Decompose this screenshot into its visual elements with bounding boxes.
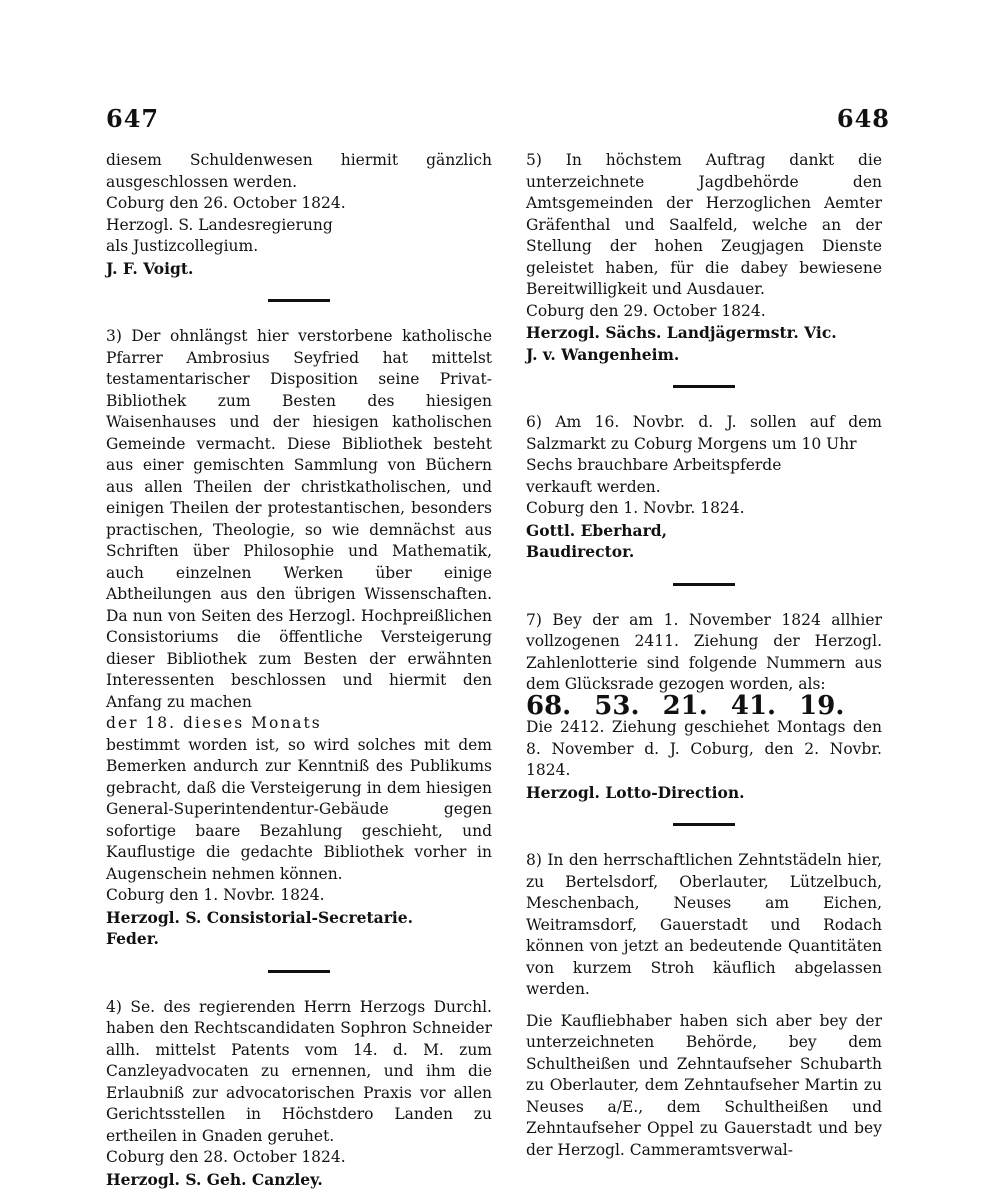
page-number-right: 648 [836, 104, 890, 133]
continuation-authority-line1: Herzogl. S. Landesregierung [106, 215, 333, 234]
item3-signature: Feder. [106, 929, 159, 948]
item6-highlight: Sechs brauchbare Arbeitspferde [526, 456, 782, 474]
continuation-authority-line2: als Justizcollegium. [106, 237, 259, 255]
item7-text: 7) Bey der am 1. November 1824 allhier vollzogenen 2411. Ziehung der Herzogl. Zahlenlotterie sind folgende Nummern aus dem Glücksrade gezogen worden, als: [526, 610, 882, 693]
item5-date: Coburg den 29. October 1824. [526, 301, 766, 320]
item4-text: 4) Se. des regierenden Herrn Herzogs Durchl. haben den Rechtscandidaten Sophron Schneider allh. mittelst Patents vom 14. d. M. zum Canzleyadvocaten zu ernennen, und ihm die Erlaubniß zur advocatorischen Praxis vor allen Gerichtsstellen in Höchstdero Landen zu ertheilen in Gnaden geruhet. [106, 997, 492, 1145]
item3-highlight: der 18. dieses Monats [106, 714, 322, 732]
item8-text: 8) In den herrschaftlichen Zehntstädeln hier, zu Bertelsdorf, Oberlauter, Lützelbuch, Meschenbach, Neuses am Eichen, Weitramsdorf, Gauerstadt und Rodach können von jetzt an bedeutende Quantitäten von kurzem Stroh käuflich abgelassen werden. [526, 851, 882, 998]
left-column [106, 150, 492, 1190]
continuation-date: Coburg den 26. October 1824. [106, 194, 346, 212]
item6-date: Coburg den 1. Novbr. 1824. [526, 499, 745, 517]
separator-rule [268, 970, 330, 973]
item5-authority: Herzogl. Sächs. Landjägermstr. Vic. [526, 323, 837, 342]
separator-rule [673, 385, 735, 388]
item6-text: 6) Am 16. Novbr. d. J. sollen auf dem Salzmarkt zu Coburg Morgens um 10 Uhr [526, 413, 882, 453]
separator-rule [673, 583, 735, 586]
separator-rule [673, 823, 735, 826]
item3-text: 3) Der ohnlängst hier verstorbene katholische Pfarrer Ambrosius Seyfried hat mittelst testamentarischer Disposition seine Privat-Bibliothek zum Besten des hiesigen Waisenhauses und der hiesigen katholischen Gemeinde vermacht. Diese Bibliothek besteht aus einer gemischten Sammlung von Büchern aus allen Theilen der christkatholischen, und einigen Theilen der protestantischen, besonders practischen, Theologie, so wie demnächst aus Schriften über Philosophie und Mathematik, auch einzelnen Werken über einige Abtheilungen aus den übrigen Wissenschaften. Da nun von Seiten des Herzogl. Hochpreißlichen Consistoriums die öffentliche Versteigerung dieser Bibliothek zum Besten der erwähnten Interessenten beschlossen und hiermit den Anfang zu machen [106, 327, 492, 711]
item6-signature-title: Baudirector. [526, 542, 635, 561]
continuation-signature: J. F. Voigt. [106, 258, 194, 278]
continuation-text: diesem Schuldenwesen hiermit gänzlich ausgeschlossen werden. [106, 151, 492, 191]
item5-signature: J. v. Wangenheim. [526, 344, 680, 364]
item5-text: 5) In höchstem Auftrag dankt die unterzeichnete Jagdbehörde den Amtsgemeinden der Herzoglichen Aemter Gräfenthal und Saalfeld, welche an der Stellung der hohen Zeugjagen Dienste geleistet haben, für die dabey bewiesene Bereitwilligkeit und Ausdauer. [526, 151, 882, 298]
lottery-numbers: 68. 53. 21. 41. 19. [526, 690, 845, 721]
paragraph-gap [526, 1001, 882, 1011]
page-number-left: 647 [106, 104, 160, 133]
item4-date: Coburg den 28. October 1824. [106, 1148, 346, 1166]
item6-text2: verkauft werden. [526, 477, 661, 496]
item3-authority: Herzogl. S. Consistorial-Secretarie. [106, 907, 414, 927]
item7-authority: Herzogl. Lotto-Direction. [526, 782, 745, 802]
item7-text2: Die 2412. Ziehung geschiehet Montags den 8. November d. J. Coburg, den 2. Novbr. 1824. [526, 718, 882, 779]
item4-authority: Herzogl. S. Geh. Canzley. [106, 1169, 323, 1189]
item3-text2: bestimmt worden ist, so wird solches mit dem Bemerken andurch zur Kenntniß des Publikums gebracht, daß die Versteigerung in dem hiesigen General-Superintendentur-Gebäude gegen sofortige baare Bezahlung geschieht, und Kauflustige die gedachte Bibliothek vorher in Augenschein nehmen können. [106, 735, 492, 883]
item3-date: Coburg den 1. Novbr. 1824. [106, 886, 325, 904]
right-column [526, 150, 882, 1161]
item8-text2: Die Kaufliebhaber haben sich aber bey der unterzeichneten Behörde, bey dem Schultheißen und Zehntaufseher Schubarth zu Oberlauter, dem Zehntaufseher Martin zu Neuses a/E., dem Schultheißen und Zehntaufseher Oppel zu Gauerstadt und bey der Herzogl. Cammeramtsverwal- [526, 1011, 882, 1159]
item6-signature-name: Gottl. Eberhard, [526, 520, 667, 540]
separator-rule [268, 299, 330, 302]
